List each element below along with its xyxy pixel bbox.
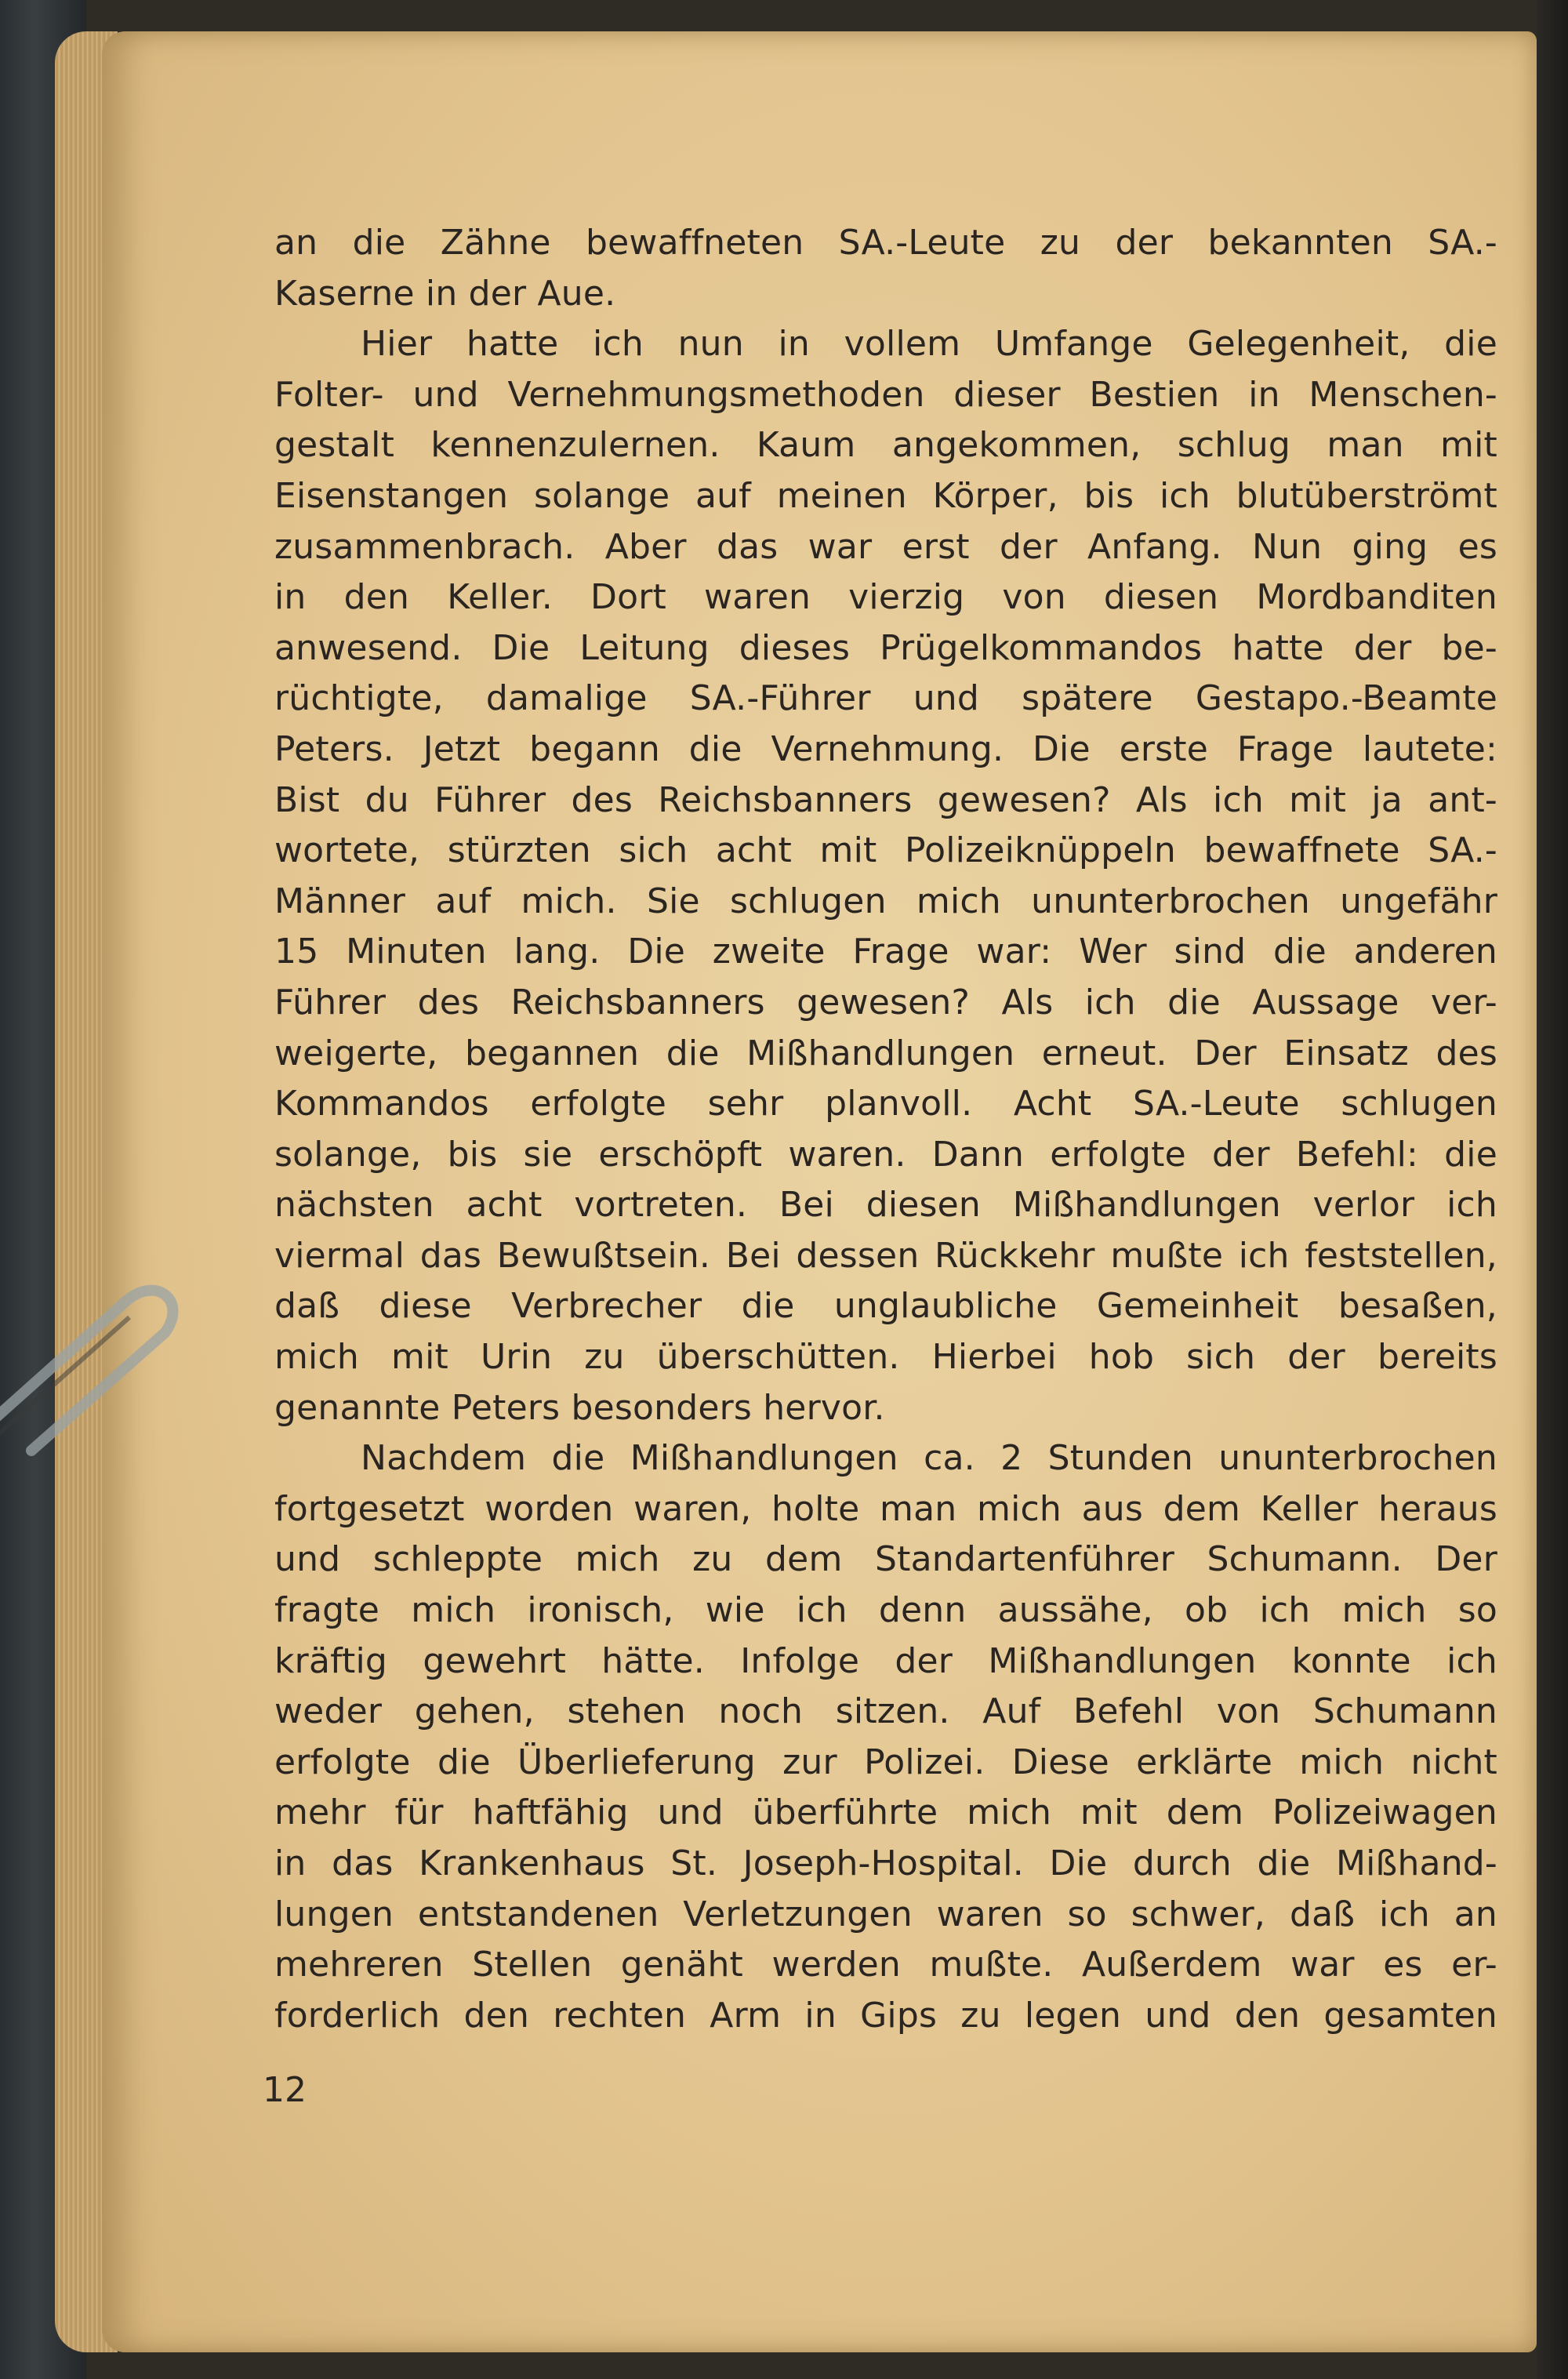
- text-line: an die Zähne bewaffneten SA.-Leute zu der bekannten SA.-: [274, 223, 1497, 263]
- text-line: erfolgte die Überlieferung zur Polizei. Diese erklärte mich nicht: [274, 1742, 1497, 1782]
- body-text: [274, 218, 1497, 2041]
- paper-clip-icon: [0, 1255, 204, 1458]
- text-line: gestalt kennenzulernen. Kaum angekommen, schlug man mit: [274, 425, 1497, 466]
- text-line: Männer auf mich. Sie schlugen mich ununterbrochen ungefähr: [274, 881, 1497, 921]
- text-line: Kaserne in der Aue.: [274, 273, 616, 314]
- text-line: wortete, stürzten sich acht mit Polizeiknüppeln bewaffnete SA.-: [274, 830, 1497, 871]
- text-line: fortgesetzt worden waren, holte man mich aus dem Keller heraus: [274, 1488, 1497, 1529]
- text-line: 15 Minuten lang. Die zweite Frage war: Wer sind die anderen: [274, 932, 1497, 972]
- text-line: Nachdem die Mißhandlungen ca. 2 Stunden ununterbrochen: [361, 1438, 1497, 1479]
- text-line: mich mit Urin zu überschütten. Hierbei hob sich der bereits: [274, 1337, 1497, 1378]
- text-line: in das Krankenhaus St. Joseph-Hospital. Die durch die Mißhand-: [274, 1843, 1497, 1883]
- text-line: rüchtigte, damalige SA.-Führer und spätere Gestapo.-Beamte: [274, 678, 1497, 719]
- text-line: lungen entstandenen Verletzungen waren so schwer, daß ich an: [274, 1894, 1497, 1934]
- text-line: und schleppte mich zu dem Standartenführer Schumann. Der: [274, 1539, 1497, 1580]
- paper-clip-shape: [0, 1291, 172, 1451]
- text-line: mehreren Stellen genäht werden mußte. Außerdem war es er-: [274, 1945, 1497, 1985]
- text-line: Bist du Führer des Reichsbanners gewesen? Als ich mit ja ant-: [274, 779, 1497, 820]
- scan-background-edge: [1537, 0, 1568, 2379]
- text-line: weder gehen, stehen noch sitzen. Auf Befehl von Schumann: [274, 1691, 1497, 1732]
- text-line: Führer des Reichsbanners gewesen? Als ich die Aussage ver-: [274, 982, 1497, 1022]
- text-line: Eisenstangen solange auf meinen Körper, bis ich blutüberströmt: [274, 475, 1497, 516]
- text-line: zusammenbrach. Aber das war erst der Anfang. Nun ging es: [274, 526, 1497, 567]
- text-line: kräftig gewehrt hätte. Infolge der Mißhandlungen konnte ich: [274, 1640, 1497, 1681]
- text-line: Hier hatte ich nun in vollem Umfange Gelegenheit, die: [361, 324, 1497, 365]
- text-line: in den Keller. Dort waren vierzig von diesen Mordbanditen: [274, 577, 1497, 618]
- text-line: mehr für haftfähig und überführte mich mit dem Polizeiwagen: [274, 1792, 1497, 1833]
- text-line: Kommandos erfolgte sehr planvoll. Acht SA.-Leute schlugen: [274, 1084, 1497, 1124]
- text-line: viermal das Bewußtsein. Bei dessen Rückkehr mußte ich feststellen,: [274, 1235, 1497, 1276]
- text-line: forderlich den rechten Arm in Gips zu legen und den gesamten: [274, 1995, 1497, 2036]
- text-line: daß diese Verbrecher die unglaubliche Gemeinheit besaßen,: [274, 1286, 1497, 1327]
- text-line: Folter- und Vernehmungsmethoden dieser Bestien in Menschen-: [274, 374, 1497, 415]
- page-number: 12: [263, 2070, 307, 2110]
- text-line: anwesend. Die Leitung dieses Prügelkommandos hatte der be-: [274, 627, 1497, 668]
- text-line: fragte mich ironisch, wie ich denn aussähe, ob ich mich so: [274, 1590, 1497, 1631]
- text-line: nächsten acht vortreten. Bei diesen Mißhandlungen verlor ich: [274, 1185, 1497, 1226]
- text-line: solange, bis sie erschöpft waren. Dann erfolgte der Befehl: die: [274, 1134, 1497, 1175]
- text-line: weigerte, begannen die Mißhandlungen erneut. Der Einsatz des: [274, 1033, 1497, 1073]
- text-line: genannte Peters besonders hervor.: [274, 1387, 885, 1428]
- text-line: Peters. Jetzt begann die Vernehmung. Die erste Frage lautete:: [274, 728, 1497, 769]
